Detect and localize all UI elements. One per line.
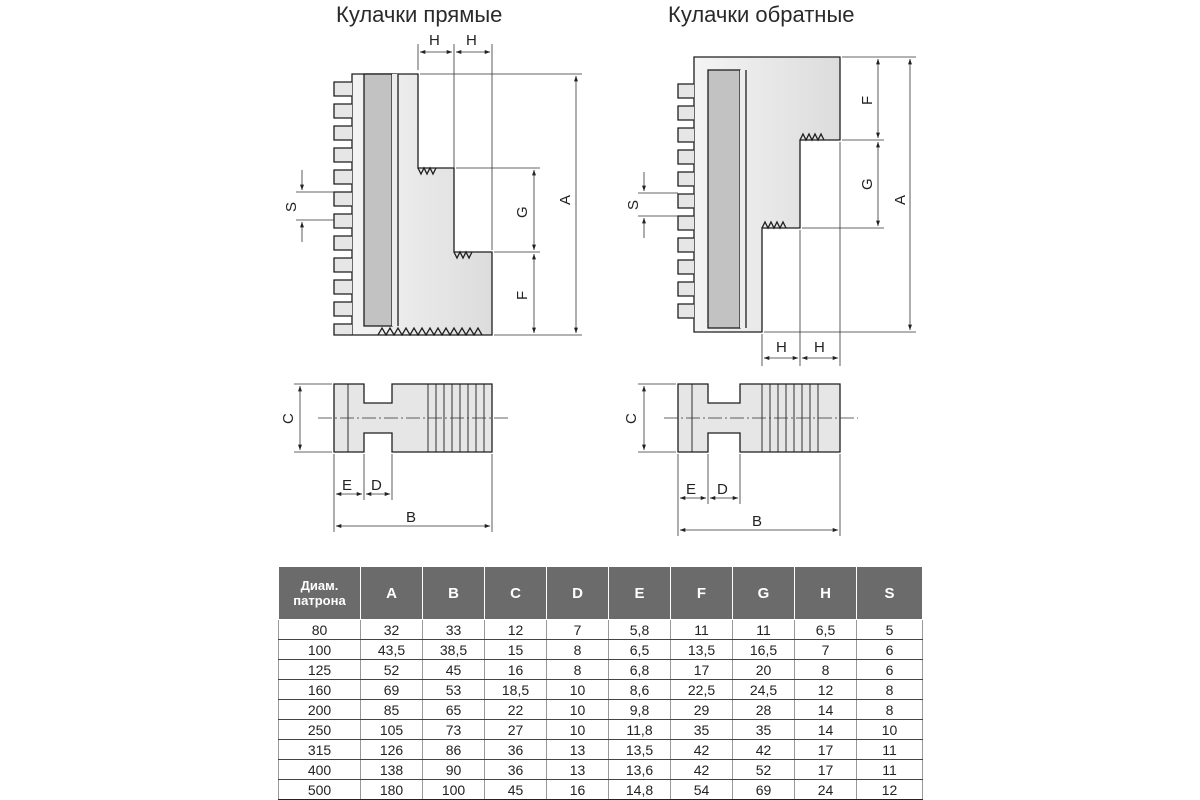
table-cell: 38,5 [423, 640, 485, 660]
table-cell: 15 [485, 640, 547, 660]
table-cell: 11 [671, 620, 733, 640]
table-cell: 11,8 [609, 720, 671, 740]
table-cell: 17 [795, 760, 857, 780]
table-row [279, 780, 923, 800]
table-row [279, 760, 923, 780]
cell-chuck-diameter: 315 [279, 740, 361, 760]
table-cell: 45 [485, 780, 547, 800]
table-cell: 8,6 [609, 680, 671, 700]
table-cell: 18,5 [485, 680, 547, 700]
table-cell: 32 [361, 620, 423, 640]
table-cell: 14 [795, 700, 857, 720]
table-cell: 126 [361, 740, 423, 760]
table-cell: 8 [857, 680, 923, 700]
table-row [279, 620, 923, 640]
dim-label-a: A [892, 194, 909, 205]
table-cell: 6,8 [609, 660, 671, 680]
table-cell: 180 [361, 780, 423, 800]
table-cell: 86 [423, 740, 485, 760]
table-cell: 36 [485, 740, 547, 760]
table-cell: 13,6 [609, 760, 671, 780]
table-cell: 69 [361, 680, 423, 700]
table-cell: 10 [547, 680, 609, 700]
dim-label-e: E [342, 477, 353, 494]
table-cell: 6 [857, 640, 923, 660]
dim-label-a: A [557, 194, 574, 205]
table-cell: 22,5 [671, 680, 733, 700]
table-cell: 24 [795, 780, 857, 800]
table-cell: 8 [857, 700, 923, 720]
dim-label-g: G [514, 206, 531, 218]
table-row [279, 700, 923, 720]
header-line-2: патрона [293, 593, 346, 608]
cell-chuck-diameter: 100 [279, 640, 361, 660]
table-cell: 42 [733, 740, 795, 760]
table-row [279, 740, 923, 760]
table-cell: 33 [423, 620, 485, 640]
cell-chuck-diameter: 250 [279, 720, 361, 740]
reverse-jaw-side-view [678, 57, 840, 332]
table-cell: 73 [423, 720, 485, 740]
table-cell: 54 [671, 780, 733, 800]
table-cell: 53 [423, 680, 485, 700]
cell-chuck-diameter: 125 [279, 660, 361, 680]
table-cell: 16,5 [733, 640, 795, 660]
table-cell: 13,5 [671, 640, 733, 660]
table-cell: 14 [795, 720, 857, 740]
table-cell: 16 [547, 780, 609, 800]
table-cell: 85 [361, 700, 423, 720]
dim-label-s: S [625, 199, 642, 210]
table-cell: 52 [733, 760, 795, 780]
table-cell: 43,5 [361, 640, 423, 660]
dim-label-c: C [623, 413, 640, 424]
table-cell: 69 [733, 780, 795, 800]
table-cell: 45 [423, 660, 485, 680]
straight-jaw-side-view [334, 74, 492, 335]
dim-label-h: H [814, 339, 825, 356]
table-cell: 13 [547, 760, 609, 780]
table-cell: 10 [547, 720, 609, 740]
reverse-jaw-teeth [678, 84, 694, 318]
table-cell: 6 [857, 660, 923, 680]
reverse-jaw-slot [708, 70, 740, 328]
header-line-1: Диам. [300, 578, 339, 593]
dim-label-b: B [752, 513, 763, 530]
cell-chuck-diameter: 500 [279, 780, 361, 800]
cell-chuck-diameter: 80 [279, 620, 361, 640]
dim-label-c: C [280, 413, 297, 424]
table-row [279, 680, 923, 700]
table-cell: 28 [733, 700, 795, 720]
table-cell: 20 [733, 660, 795, 680]
column-header: D [547, 567, 609, 620]
column-header: C [485, 567, 547, 620]
table-cell: 42 [671, 740, 733, 760]
dim-label-h: H [466, 32, 477, 49]
table-cell: 7 [795, 640, 857, 660]
table-row [279, 660, 923, 680]
column-header: S [857, 567, 923, 620]
dim-label-f: F [859, 95, 876, 105]
table-cell: 35 [671, 720, 733, 740]
title-straight-jaws: Кулачки прямые [336, 2, 503, 27]
dim-label-b: B [406, 509, 417, 526]
table-cell: 35 [733, 720, 795, 740]
cell-chuck-diameter: 400 [279, 760, 361, 780]
column-header-chuck-diameter [279, 567, 361, 620]
table-cell: 16 [485, 660, 547, 680]
dim-label-d: D [371, 477, 382, 494]
table-cell: 11 [857, 740, 923, 760]
dim-label-e: E [686, 481, 697, 498]
table-cell: 36 [485, 760, 547, 780]
cell-chuck-diameter: 160 [279, 680, 361, 700]
table-header-row [279, 567, 923, 620]
table-cell: 24,5 [733, 680, 795, 700]
table-cell: 52 [361, 660, 423, 680]
column-header: A [361, 567, 423, 620]
dim-label-s: S [283, 201, 300, 212]
table-cell: 7 [547, 620, 609, 640]
cell-chuck-diameter: 200 [279, 700, 361, 720]
table-cell: 13 [547, 740, 609, 760]
table-cell: 42 [671, 760, 733, 780]
table-cell: 65 [423, 700, 485, 720]
table-cell: 10 [547, 700, 609, 720]
table-cell: 100 [423, 780, 485, 800]
table-cell: 5,8 [609, 620, 671, 640]
table-row [279, 640, 923, 660]
table-cell: 17 [671, 660, 733, 680]
column-header: G [733, 567, 795, 620]
table-cell: 11 [733, 620, 795, 640]
table-cell: 8 [547, 640, 609, 660]
table-cell: 27 [485, 720, 547, 740]
column-header: E [609, 567, 671, 620]
table-cell: 5 [857, 620, 923, 640]
table-cell: 11 [857, 760, 923, 780]
column-header: B [423, 567, 485, 620]
table-cell: 12 [485, 620, 547, 640]
table-cell: 22 [485, 700, 547, 720]
dim-label-g: G [859, 178, 876, 190]
table-body [279, 620, 923, 800]
dim-label-h: H [429, 32, 440, 49]
table-cell: 29 [671, 700, 733, 720]
table-cell: 12 [795, 680, 857, 700]
table-cell: 12 [857, 780, 923, 800]
dim-label-d: D [717, 481, 728, 498]
table-cell: 90 [423, 760, 485, 780]
table-cell: 138 [361, 760, 423, 780]
title-reverse-jaws: Кулачки обратные [668, 2, 855, 27]
table-cell: 6,5 [609, 640, 671, 660]
table-cell: 17 [795, 740, 857, 760]
straight-jaw-slot [364, 74, 392, 326]
table-cell: 9,8 [609, 700, 671, 720]
column-header: F [671, 567, 733, 620]
table-cell: 10 [857, 720, 923, 740]
table-cell: 105 [361, 720, 423, 740]
dim-label-f: F [514, 290, 531, 300]
table-cell: 8 [795, 660, 857, 680]
table-cell: 6,5 [795, 620, 857, 640]
table-row [279, 720, 923, 740]
table-cell: 8 [547, 660, 609, 680]
dimensions-table [278, 566, 923, 800]
table-cell: 13,5 [609, 740, 671, 760]
column-header: H [795, 567, 857, 620]
table-cell: 14,8 [609, 780, 671, 800]
dim-label-h: H [776, 339, 787, 356]
straight-jaw-teeth [334, 82, 352, 335]
